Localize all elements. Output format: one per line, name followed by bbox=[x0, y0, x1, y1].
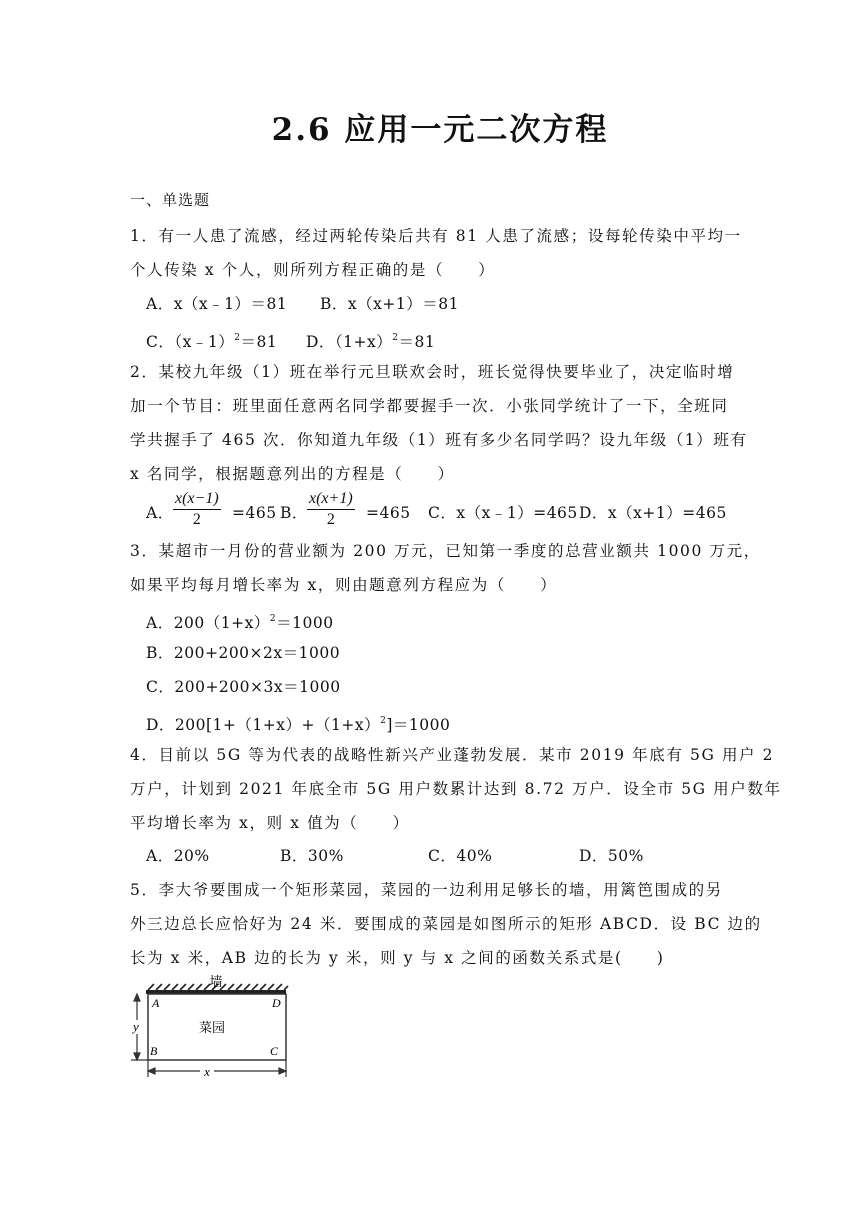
q5-line-2: 外三边总长应恰好为 24 米．要围成的菜园是如图所示的矩形 ABCD．设 BC 边的 bbox=[130, 915, 762, 933]
x-dimension-arrow bbox=[148, 1060, 286, 1077]
q1-option-a: A．x（x﹣1）＝81 bbox=[146, 295, 288, 313]
q3-line-2: 如果平均每月增长率为 x，则由题意列方程应为（ ） bbox=[130, 576, 558, 594]
q3-option-c: C．200+200×3x＝1000 bbox=[146, 678, 341, 696]
vertex-d-label: D bbox=[272, 996, 281, 1010]
q2-option-b-denominator: 2 bbox=[326, 511, 335, 528]
garden-label: 菜园 bbox=[198, 1021, 226, 1036]
q2-option-a-denominator: 2 bbox=[192, 511, 201, 528]
page-title: 2.6 应用一元二次方程 bbox=[271, 112, 609, 148]
q3-option-d: D．$200[1+(1+x)+(1+x)^2]=1000$ bbox=[146, 716, 451, 734]
q4-option-d: D．50% bbox=[579, 847, 644, 865]
q2-option-a-numerator: x(x−1) bbox=[173, 489, 221, 510]
q2-option-b-tail: =465 bbox=[366, 504, 411, 522]
q3-option-a: A．$200(1+x)^2=1000$ bbox=[146, 614, 334, 632]
vertex-c-label: C bbox=[270, 1044, 279, 1058]
q1-line-1: 1．有一人患了流感，经过两轮传染后共有 81 人患了流感；设每轮传染中平均一 bbox=[130, 227, 742, 245]
q2-line-1: 2．某校九年级（1）班在举行元旦联欢会时，班长觉得快要毕业了，决定临时增 bbox=[130, 363, 735, 381]
q2-option-c: C．x（x﹣1）=465 bbox=[428, 504, 578, 522]
q2-option-b-label: B． bbox=[280, 504, 308, 522]
q4-option-a: A．20% bbox=[146, 847, 210, 865]
q2-line-4: x 名同学，根据题意列出的方程是（ ） bbox=[130, 465, 455, 483]
vertex-b-label: B bbox=[150, 1044, 158, 1058]
q3-line-1: 3．某超市一月份的营业额为 200 万元，已知第一季度的总营业额共 1000 万元， bbox=[130, 542, 761, 560]
q2-option-a-tail: =465 bbox=[232, 504, 277, 522]
q2-line-3: 学共握手了 465 次．你知道九年级（1）班有多少名同学吗？设九年级（1）班有 bbox=[130, 431, 748, 449]
vertex-a-label: A bbox=[152, 996, 160, 1010]
q2-option-a-label: A． bbox=[146, 504, 174, 522]
q5-line-1: 5．李大爷要围成一个矩形菜园，菜园的一边利用足够长的墙，用篱笆围成的另 bbox=[130, 881, 723, 899]
section-heading: 一、单选题 bbox=[130, 191, 211, 209]
q4-option-b: B．30% bbox=[280, 847, 344, 865]
q2-option-b-numerator: x(x+1) bbox=[307, 489, 355, 510]
q3-option-b: B．200+200×2x＝1000 bbox=[146, 644, 341, 662]
q1-option-b: B．x（x+1）＝81 bbox=[320, 295, 459, 313]
q2-option-b-fraction bbox=[307, 489, 355, 530]
wall-label: 墙 bbox=[209, 975, 223, 990]
q4-line-1: 4．目前以 5G 等为代表的战略性新兴产业蓬勃发展．某市 2019 年底有 5G 用户 2 bbox=[130, 746, 775, 764]
x-label: x bbox=[204, 1064, 210, 1079]
garden-diagram bbox=[128, 974, 308, 1084]
q4-line-3: 平均增长率为 x，则 x 值为（ ） bbox=[130, 814, 410, 832]
q2-option-d: D．x（x+1）=465 bbox=[579, 504, 727, 522]
q1-option-d: D．$(1+x)^2=81$ bbox=[306, 333, 436, 351]
q5-line-3: 长为 x 米，AB 边的长为 y 米，则 y 与 x 之间的函数关系式是( ) bbox=[130, 949, 665, 967]
q2-line-2: 加一个节目：班里面任意两名同学都要握手一次．小张同学统计了一下，全班同 bbox=[130, 397, 729, 415]
q4-option-c: C．40% bbox=[428, 847, 493, 865]
q4-line-2: 万户，计划到 2021 年底全市 5G 用户数累计达到 8.72 万户．设全市 5G 用户数年 bbox=[130, 780, 782, 798]
q1-option-c: C．（x﹣1）$^2$＝81 bbox=[146, 333, 278, 351]
y-label: y bbox=[133, 1019, 139, 1034]
q2-option-a-fraction bbox=[173, 489, 221, 530]
q1-line-2: 个人传染 x 个人，则所列方程正确的是（ ） bbox=[130, 261, 496, 279]
